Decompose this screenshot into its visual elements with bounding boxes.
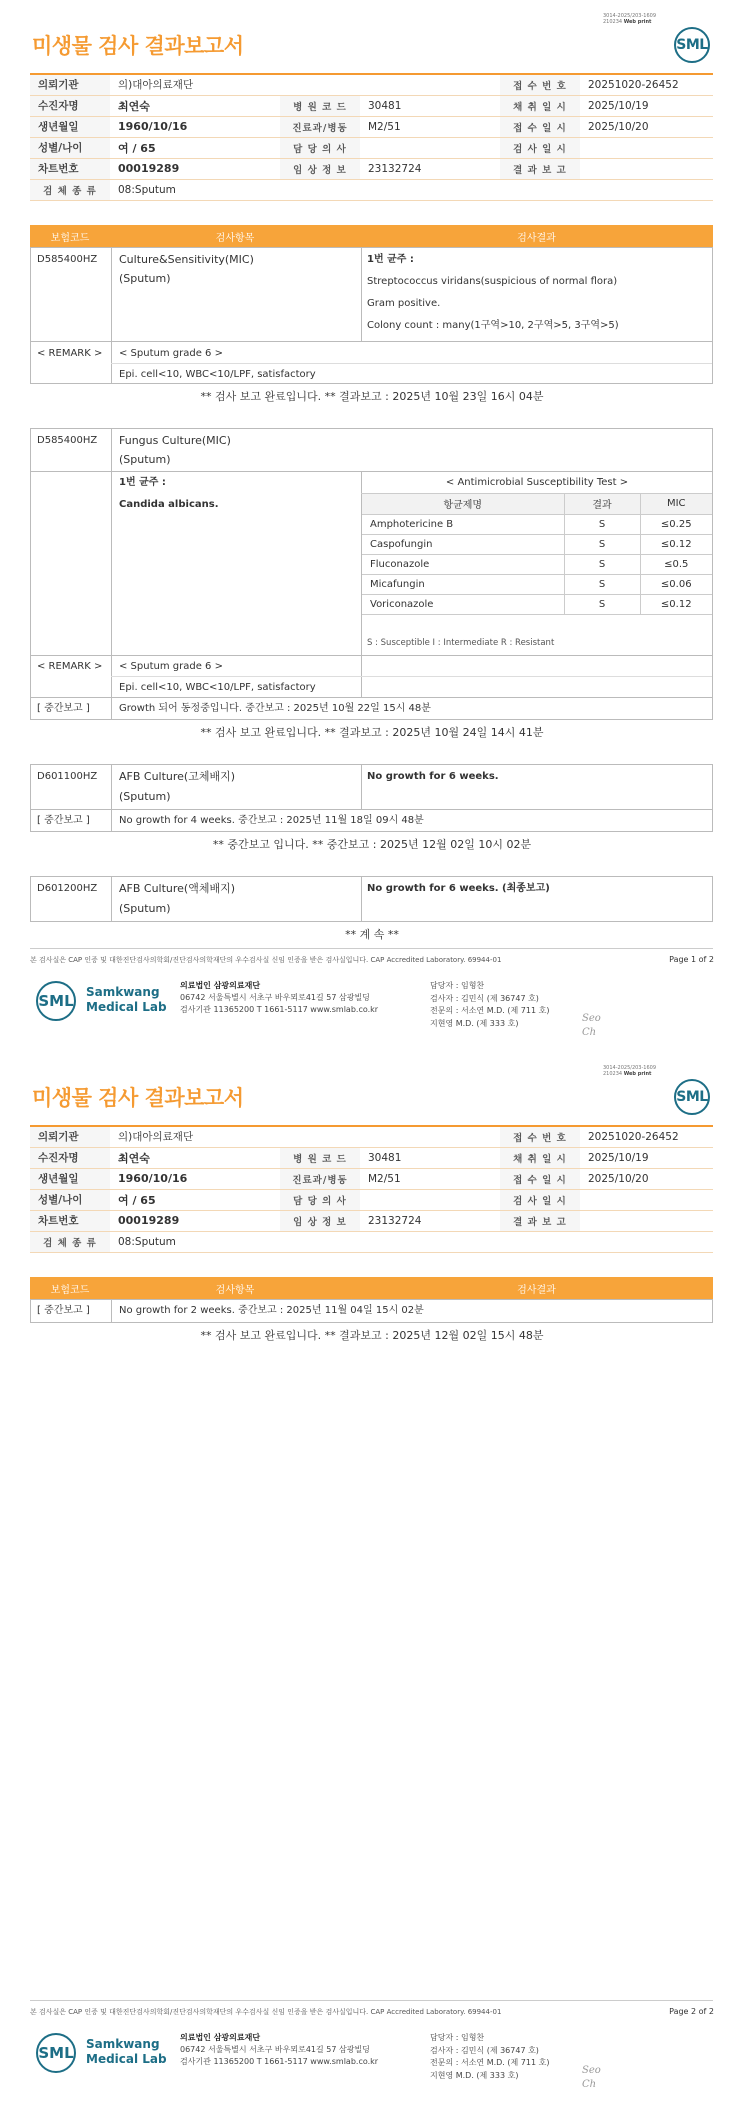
remark-detail: Epi. cell<10, WBC<10/LPF, satisfactory — [119, 682, 316, 693]
ast-col-drug: 항균제명 — [362, 494, 564, 514]
insurance-code: D585400HZ — [37, 435, 98, 446]
remark-grade: < Sputum grade 6 > — [119, 661, 223, 672]
sml-logo: SML — [674, 1079, 710, 1115]
strain-label: 1번 균주 : — [367, 254, 414, 265]
test-specimen: (Sputum) — [119, 272, 171, 285]
lab-address: 의료법인 삼광의료재단 06742 서울특별시 서초구 바우뫼로41길 57 삼광빌딩 검사기관 11365200 T 1661-5117 www.smlab.co.kr — [180, 2033, 379, 2066]
table-row: Micafungin S ≤0.06 — [362, 574, 712, 594]
print-stamp: 3014-2025/203-1609 210234 Web print — [603, 13, 657, 25]
strain-label: 1번 균주 : — [119, 477, 166, 488]
remark-label: < REMARK > — [37, 661, 103, 672]
result-table-header: 보험코드 검사항목 검사결과 — [30, 1277, 713, 1299]
print-stamp: 3014-2025/203-1609 210234 Web print — [603, 1065, 657, 1077]
insurance-code: D601100HZ — [37, 771, 98, 782]
continued-line: ** 계 속 ** — [345, 928, 399, 941]
page-number: Page 2 of 2 — [669, 2007, 714, 2016]
insurance-code: D601200HZ — [37, 883, 98, 894]
table-row: Fluconazole S ≤0.5 — [362, 554, 712, 574]
report-page-2 — [0, 1052, 744, 2104]
interim-report-line: ** 중간보고 입니다. ** 중간보고 : 2025년 12월 02일 10시 02분 — [212, 838, 532, 851]
test-specimen: (Sputum) — [119, 902, 171, 915]
afb-liquid-section — [30, 876, 713, 922]
report-title: 미생물 검사 결과보고서 — [32, 34, 244, 58]
interim-text: No growth for 2 weeks. 중간보고 : 2025년 11월 04일 15시 02분 — [119, 1305, 424, 1316]
afb-liquid-interim-section — [30, 1299, 713, 1323]
cap-note: 본 검사실은 CAP 인증 및 대한진단검사의학회/진단검사의학재단의 우수검사실 신임 인증을 받은 검사실입니다. CAP Accredited Laboratory. 69944-01 — [30, 2008, 502, 2016]
gram-stain: Gram positive. — [367, 298, 441, 309]
result-table-header: 보험코드 검사항목 검사결과 — [30, 225, 713, 247]
test-specimen: (Sputum) — [119, 790, 171, 803]
table-row: Voriconazole S ≤0.12 — [362, 594, 712, 614]
colony-count: Colony count : many(1구역>10, 2구역>5, 3구역>5) — [367, 320, 619, 331]
culture-sensitivity-section — [30, 247, 713, 384]
result-text: No growth for 6 weeks. (최종보고) — [367, 883, 550, 894]
sml-footer-logo: SML — [36, 2033, 76, 2073]
result-text: No growth for 6 weeks. — [367, 771, 499, 782]
sml-footer-logo: SML — [36, 981, 76, 1021]
report-title: 미생물 검사 결과보고서 — [32, 1086, 244, 1110]
interim-text: Growth 되어 동정중입니다. 중간보고 : 2025년 10월 22일 15시 48분 — [119, 703, 431, 714]
table-row: Amphotericine B S ≤0.25 — [362, 514, 712, 534]
table-row: Caspofungin S ≤0.12 — [362, 534, 712, 554]
brand-name: Samkwang Medical Lab — [86, 985, 167, 1014]
sml-logo: SML — [674, 27, 710, 63]
ast-col-result: 결과 — [564, 494, 640, 514]
test-item: Fungus Culture(MIC) — [119, 434, 231, 447]
test-item: Culture&Sensitivity(MIC) — [119, 253, 254, 266]
patient-info-table: 의뢰기관 의)대아의료재단 접 수 번 호 20251020-26452 수진자명 최연숙 병 원 코 드 30481 채 취 일 시 2025/10/19 생년월일 1960/10/16 진료과/병동 M2/51 접 수 일 시 2025/10/20 성별/나이 여 / 65 담 당 의 사 검 사 일 시 차트번호 00019289 임 상 정 보 23132724 결 과 보 고 검 체 종 류 08:Sputum — [30, 73, 713, 201]
interim-text: No growth for 4 weeks. 중간보고 : 2025년 11월 18일 09시 48분 — [119, 815, 424, 826]
cap-note: 본 검사실은 CAP 인증 및 대한진단검사의학회/진단검사의학재단의 우수검사실 신임 인증을 받은 검사실입니다. CAP Accredited Laboratory. 69944-01 — [30, 956, 502, 964]
signature: Seo Ch — [582, 1013, 601, 1038]
ast-col-mic: MIC — [640, 494, 712, 514]
insurance-code: D585400HZ — [37, 254, 98, 265]
remark-detail: Epi. cell<10, WBC<10/LPF, satisfactory — [119, 369, 316, 380]
remark-grade: < Sputum grade 6 > — [119, 348, 223, 359]
remark-label: < REMARK > — [37, 348, 103, 359]
fungus-culture-section — [30, 428, 713, 720]
organism: Candida albicans. — [119, 499, 219, 510]
ast-title: < Antimicrobial Susceptibility Test > — [445, 477, 629, 488]
interim-label: [ 중간보고 ] — [37, 703, 90, 714]
susceptibility-table — [362, 494, 712, 615]
page-number: Page 1 of 2 — [669, 955, 714, 964]
lab-staff: 담당자 : 임형찬 검사자 : 김민식 (제 36747 호) 전문의 : 서소연 M.D. (제 711 호) 지현영 M.D. (제 333 호) — [430, 2033, 550, 2080]
brand-name: Samkwang Medical Lab — [86, 2037, 167, 2066]
ast-legend: S : Susceptible I : Intermediate R : Resistant — [367, 638, 555, 648]
organism: Streptococcus viridans(suspicious of normal flora) — [367, 276, 618, 287]
interim-label: [ 중간보고 ] — [37, 815, 90, 826]
test-item: AFB Culture(액체배지) — [119, 882, 236, 895]
lab-address: 의료법인 삼광의료재단 06742 서울특별시 서초구 바우뫼로41길 57 삼광빌딩 검사기관 11365200 T 1661-5117 www.smlab.co.kr — [180, 981, 379, 1014]
report-complete-line: ** 검사 보고 완료입니다. ** 결과보고 : 2025년 10월 23일 16시 04분 — [200, 390, 544, 403]
interim-label: [ 중간보고 ] — [37, 1305, 90, 1316]
test-specimen: (Sputum) — [119, 453, 171, 466]
lab-staff: 담당자 : 임형찬 검사자 : 김민식 (제 36747 호) 전문의 : 서소연 M.D. (제 711 호) 지현영 M.D. (제 333 호) — [430, 981, 550, 1028]
report-complete-line: ** 검사 보고 완료입니다. ** 결과보고 : 2025년 12월 02일 15시 48분 — [200, 1329, 544, 1342]
signature: Seo Ch — [582, 2065, 601, 2090]
patient-info-table: 의뢰기관 의)대아의료재단 접 수 번 호 20251020-26452 수진자명 최연숙 병 원 코 드 30481 채 취 일 시 2025/10/19 생년월일 1960/10/16 진료과/병동 M2/51 접 수 일 시 2025/10/20 성별/나이 여 / 65 담 당 의 사 검 사 일 시 차트번호 00019289 임 상 정 보 23132724 결 과 보 고 검 체 종 류 08:Sputum — [30, 1125, 713, 1253]
test-item: AFB Culture(고체배지) — [119, 770, 236, 783]
afb-solid-section — [30, 764, 713, 832]
report-complete-line: ** 검사 보고 완료입니다. ** 결과보고 : 2025년 10월 24일 14시 41분 — [200, 726, 544, 739]
